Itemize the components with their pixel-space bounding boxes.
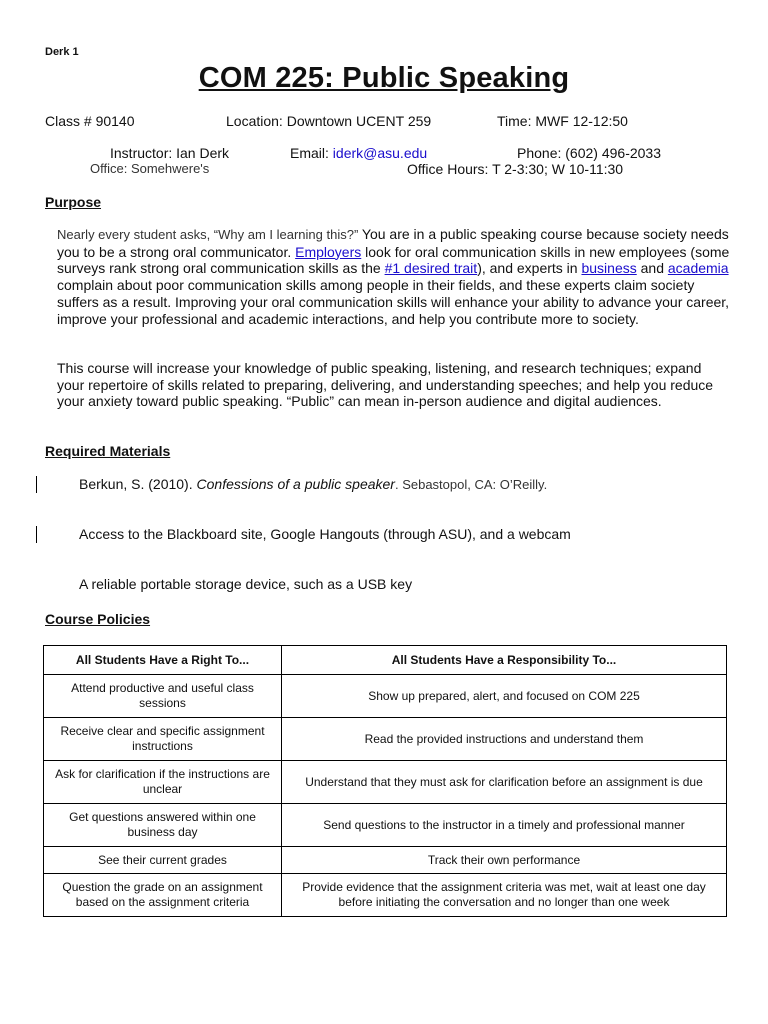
- responsibility-cell: Understand that they must ask for clarification before an assignment is due: [282, 761, 727, 804]
- email-line: [290, 145, 427, 161]
- materials-heading: Required Materials: [45, 443, 171, 459]
- desired-trait-link[interactable]: #1 desired trait: [384, 260, 478, 277]
- text-cursor-mark: [36, 526, 37, 543]
- responsibility-cell: Provide evidence that the assignment criteria was met, wait at least one day before initiating the conversation and no longer than one week: [282, 874, 727, 917]
- purpose-text-e: complain about poor communication skills among people in their fields, and these experts claim society suffers as a result. Improving your oral communication skills will enhance your ability to advance your career, improve your professional and academic interactions, and help you contribute more to society.: [57, 277, 730, 327]
- column-header-responsibilities: All Students Have a Responsibility To...: [282, 646, 727, 675]
- book-author: Berkun, S. (2010).: [79, 476, 197, 492]
- material-access: Access to the Blackboard site, Google Hangouts (through ASU), and a webcam: [79, 526, 571, 542]
- employers-link[interactable]: Employers: [295, 243, 362, 260]
- purpose-paragraph-1: [57, 226, 732, 327]
- office-location: Office: Somehwere's: [90, 161, 210, 176]
- table-row: [44, 847, 727, 874]
- page-title: COM 225: Public Speaking: [198, 62, 570, 94]
- email-link[interactable]: iderk@asu.edu: [332, 145, 428, 161]
- purpose-heading: Purpose: [45, 194, 102, 210]
- book-publisher: . Sebastopol, CA: O’Reilly.: [394, 477, 548, 492]
- table-row: [44, 718, 727, 761]
- responsibility-cell: Read the provided instructions and understand them: [282, 718, 727, 761]
- location: Location: Downtown UCENT 259: [226, 113, 432, 129]
- table-row: [44, 675, 727, 718]
- right-cell: Receive clear and specific assignment instructions: [44, 718, 282, 761]
- table-header-row: [44, 646, 727, 675]
- text-cursor-mark: [36, 476, 37, 493]
- page-title-wrap: [0, 62, 768, 95]
- instructor: Instructor: Ian Derk: [110, 145, 230, 161]
- phone: Phone: (602) 496-2033: [517, 145, 661, 161]
- page-header-label: Derk 1: [45, 46, 79, 58]
- right-cell: Attend productive and useful class sessions: [44, 675, 282, 718]
- academia-link[interactable]: academia: [667, 260, 729, 277]
- responsibility-cell: Show up prepared, alert, and focused on COM 225: [282, 675, 727, 718]
- table-row: [44, 874, 727, 917]
- book-title: Confessions of a public speaker: [196, 476, 395, 492]
- email-label: Email:: [290, 145, 333, 161]
- purpose-text-b: look for oral communication skills in new employees (some surveys rank strong oral communication skills as the: [57, 243, 730, 277]
- purpose-text-c: ), and experts in: [477, 260, 582, 277]
- purpose-text-a: You are in a public speaking course because society needs you to be a strong oral communicator.: [57, 226, 729, 260]
- right-cell: See their current grades: [44, 847, 282, 874]
- right-cell: Question the grade on an assignment based on the assignment criteria: [44, 874, 282, 917]
- class-time: Time: MWF 12-12:50: [497, 113, 628, 129]
- policies-table: [43, 645, 727, 917]
- table-row: [44, 804, 727, 847]
- right-cell: Ask for clarification if the instructions are unclear: [44, 761, 282, 804]
- material-book: [79, 476, 547, 492]
- business-link[interactable]: business: [581, 260, 637, 277]
- office-hours: Office Hours: T 2-3:30; W 10-11:30: [407, 161, 624, 177]
- right-cell: Get questions answered within one business day: [44, 804, 282, 847]
- purpose-paragraph-2: This course will increase your knowledge of public speaking, listening, and research techniques; expand your repertoire of skills related to preparing, delivering, and understanding speeches; and help you reduce your anxiety toward public speaking. “Public” can mean in-person audience and digital audiences.: [57, 360, 714, 410]
- responsibility-cell: Track their own performance: [282, 847, 727, 874]
- column-header-rights: All Students Have a Right To...: [44, 646, 282, 675]
- policies-heading: Course Policies: [45, 611, 151, 627]
- responsibility-cell: Send questions to the instructor in a timely and professional manner: [282, 804, 727, 847]
- purpose-text-d: and: [636, 260, 668, 277]
- purpose-question: Nearly every student asks, “Why am I learning this?”: [57, 227, 359, 242]
- material-storage: A reliable portable storage device, such as a USB key: [79, 576, 413, 592]
- class-number: Class # 90140: [45, 113, 135, 129]
- table-row: [44, 761, 727, 804]
